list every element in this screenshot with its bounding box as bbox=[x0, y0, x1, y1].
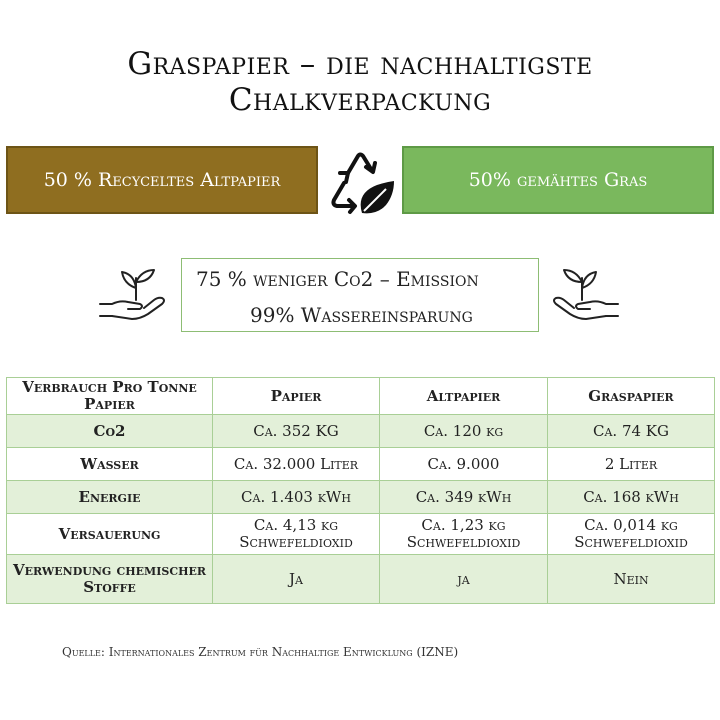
recycle-leaf-icon bbox=[322, 145, 398, 219]
table-cell: Ca. 32.000 Liter bbox=[213, 448, 380, 481]
header-paper: Papier bbox=[213, 378, 380, 415]
header-consumption: Verbrauch Pro Tonne Papier bbox=[7, 378, 213, 415]
table-cell: Ja bbox=[213, 555, 380, 604]
row-label: Wasser bbox=[7, 448, 213, 481]
table-cell: Ca. 168 kWh bbox=[548, 481, 715, 514]
row-label: Versauerung bbox=[7, 514, 213, 555]
mown-grass-box bbox=[402, 146, 714, 214]
recycled-paper-label: 50 % Recyceltes Altpapier bbox=[43, 169, 281, 191]
table-header-row bbox=[7, 378, 715, 415]
table-cell: Ca. 1,23 kg Schwefeldioxid bbox=[380, 514, 548, 555]
comparison-table bbox=[6, 377, 715, 604]
table-cell: Ca. 352 KG bbox=[213, 415, 380, 448]
water-savings-text: 99% Wassereinsparung bbox=[250, 303, 473, 327]
savings-box bbox=[181, 258, 539, 332]
table-row-water bbox=[7, 448, 715, 481]
table-cell: Ca. 120 kg bbox=[380, 415, 548, 448]
row-label: Energie bbox=[7, 481, 213, 514]
recycled-paper-box bbox=[6, 146, 318, 214]
table-cell: Ca. 0,014 kg Schwefeldioxid bbox=[548, 514, 715, 555]
table-cell: Ca. 74 KG bbox=[548, 415, 715, 448]
table-cell: 2 Liter bbox=[548, 448, 715, 481]
row-label: Verwendung chemischer Stoffe bbox=[7, 555, 213, 604]
table-cell: Ca. 1.403 kWh bbox=[213, 481, 380, 514]
header-grass-paper: Graspapier bbox=[548, 378, 715, 415]
table-cell: ja bbox=[380, 555, 548, 604]
table-row-co2 bbox=[7, 415, 715, 448]
mown-grass-label: 50% gemähtes Gras bbox=[468, 169, 648, 191]
table-cell: Ca. 349 kWh bbox=[380, 481, 548, 514]
title-line-2: Chalkverpackung bbox=[228, 82, 492, 118]
table-row-chemicals bbox=[7, 555, 715, 604]
emission-savings-text: 75 % weniger Co2 – Emission bbox=[196, 267, 479, 291]
header-recycled-paper: Altpapier bbox=[380, 378, 548, 415]
table-cell: Ca. 4,13 kg Schwefeldioxid bbox=[213, 514, 380, 555]
page-title bbox=[0, 46, 720, 118]
table-row-acidification bbox=[7, 514, 715, 555]
hand-plant-icon bbox=[542, 262, 622, 326]
table-cell: Ca. 9.000 bbox=[380, 448, 548, 481]
row-label: Co2 bbox=[7, 415, 213, 448]
table-row-energy bbox=[7, 481, 715, 514]
table-cell: Nein bbox=[548, 555, 715, 604]
source-note: Quelle: Internationales Zentrum für Nachhaltige Entwicklung (IZNE) bbox=[62, 645, 459, 659]
hand-plant-icon bbox=[96, 262, 176, 326]
title-line-1: Graspapier – die nachhaltigste bbox=[127, 46, 593, 82]
